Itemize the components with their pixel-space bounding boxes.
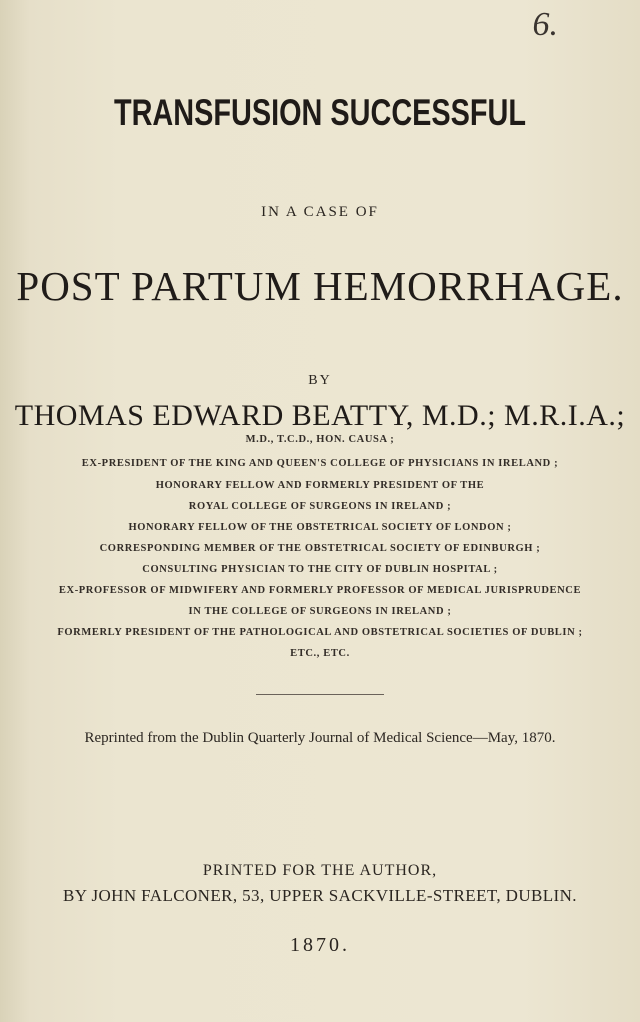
credential-line: IN THE COLLEGE OF SURGEONS IN IRELAND ; [188, 606, 452, 617]
credential-line: CORRESPONDING MEMBER OF THE OBSTETRICAL SOCIETY OF EDINBURGH ; [99, 543, 541, 554]
credential-line: ROYAL COLLEGE OF SURGEONS IN IRELAND ; [188, 501, 452, 512]
printed-for-line: PRINTED FOR THE AUTHOR, [202, 862, 438, 879]
byline: BY [308, 373, 332, 388]
credential-line: HONORARY FELLOW AND FORMERLY PRESIDENT OF THE [155, 480, 485, 491]
credential-line: FORMERLY PRESIDENT OF THE PATHOLOGICAL AND OBSTETRICAL SOCIETIES OF DUBLIN ; [57, 627, 583, 638]
author-name: THOMAS EDWARD BEATTY, M.D.; M.R.I.A.; [14, 399, 626, 432]
reprint-note: Reprinted from the Dublin Quarterly Journal of Medical Science—May, 1870. [84, 730, 556, 746]
credential-line: HONORARY FELLOW OF THE OBSTETRICAL SOCIETY OF LONDON ; [128, 522, 512, 533]
title-line-1: TRANSFUSION SUCCESSFUL [113, 92, 527, 133]
publication-year: 1870. [290, 934, 350, 956]
divider-rule [256, 694, 384, 695]
credential-line: M.D., T.C.D., HON. CAUSA ; [245, 434, 395, 445]
title-line-3: POST PARTUM HEMORRHAGE. [16, 263, 624, 309]
credential-line: EX-PRESIDENT OF THE KING AND QUEEN'S COLLEGE OF PHYSICIANS IN IRELAND ; [81, 458, 559, 469]
corner-page-mark: 6. [532, 6, 558, 43]
title-line-2: IN A CASE OF [261, 204, 379, 220]
credential-line: ETC., ETC. [290, 648, 350, 659]
credential-line: CONSULTING PHYSICIAN TO THE CITY OF DUBLIN HOSPITAL ; [142, 564, 498, 575]
credential-line: EX-PROFESSOR OF MIDWIFERY AND FORMERLY PROFESSOR OF MEDICAL JURISPRUDENCE [58, 585, 582, 596]
publisher-line: BY JOHN FALCONER, 53, UPPER SACKVILLE-STREET, DUBLIN. [63, 886, 577, 905]
